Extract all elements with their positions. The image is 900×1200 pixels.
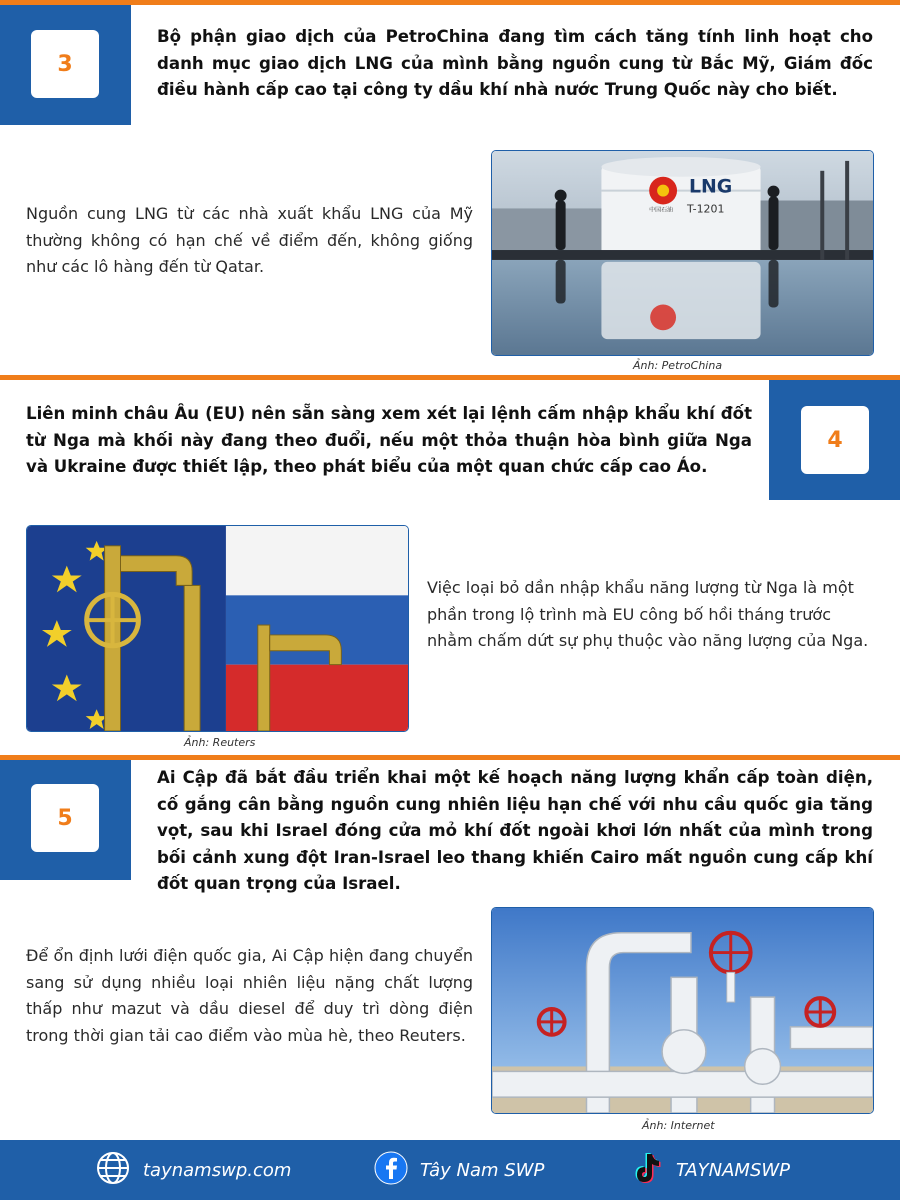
section-4-headline: Liên minh châu Âu (EU) nên sẵn sàng xem xét lại lệnh cấm nhập khẩu khí đốt từ Nga mà khối này đang theo đuổi, nếu một thỏa thuận hòa bình giữa Nga và Ukraine được thiết lập, theo phát biểu của một quan chức cấp cao Áo. xyxy=(26,404,752,476)
section-divider xyxy=(0,375,900,380)
section-3-number: 3 xyxy=(31,30,99,98)
footer-website[interactable] xyxy=(95,1140,291,1200)
footer-facebook[interactable] xyxy=(374,1140,544,1200)
section-5-body: Để ổn định lưới điện quốc gia, Ai Cập hiện đang chuyển sang sử dụng nhiều loại nhiên liệu nặng chất lượng thấp như mazut và dầu diesel để duy trì dòng điện trong thời gian tải cao điểm vào mùa hè, theo Reuters. xyxy=(26,946,473,1045)
section-4-number: 4 xyxy=(801,406,869,474)
photo-tank-logo-text: 中国石油 xyxy=(649,206,673,214)
section-3-photo-lng-tank xyxy=(491,150,874,356)
footer-tiktok[interactable] xyxy=(632,1140,790,1200)
section-3-headline: Bộ phận giao dịch của PetroChina đang tìm cách tăng tính linh hoạt cho danh mục giao dịch LNG của mình bằng nguồn cung từ Bắc Mỹ, Giám đốc điều hành cấp cao tại công ty dầu khí nhà nước Trung Quốc này cho biết. xyxy=(157,27,873,99)
photo-tank-id: T-1201 xyxy=(686,202,725,216)
section-4-body: Việc loại bỏ dần nhập khẩu năng lượng từ Nga là một phần trong lộ trình mà EU công bố hồi tháng trước nhằm chấm dứt sự phụ thuộc vào năng lượng của Nga. xyxy=(427,578,869,650)
section-3-body: Nguồn cung LNG từ các nhà xuất khẩu LNG của Mỹ thường không có hạn chế về điểm đến, không giống như các lô hàng đến từ Qatar. xyxy=(26,204,473,276)
globe-icon xyxy=(95,1150,131,1191)
section-4-photo-pipeline-flags xyxy=(26,525,409,732)
section-4-photo-caption: Ảnh: Reuters xyxy=(184,736,256,749)
tiktok-icon xyxy=(632,1151,664,1190)
footer-tiktok-label: TAYNAMSWP xyxy=(676,1159,791,1181)
photo-tank-label: LNG xyxy=(688,176,733,198)
section-5-number: 5 xyxy=(31,784,99,852)
facebook-icon xyxy=(374,1151,408,1190)
section-5-photo-gas-valves xyxy=(491,907,874,1114)
footer-bar xyxy=(0,1140,900,1200)
section-divider xyxy=(0,755,900,760)
section-3-photo-caption: Ảnh: PetroChina xyxy=(633,359,723,372)
section-5-photo-caption: Ảnh: Internet xyxy=(642,1119,715,1132)
footer-website-label: taynamswp.com xyxy=(143,1159,292,1181)
footer-facebook-label: Tây Nam SWP xyxy=(420,1159,545,1181)
section-5-headline: Ai Cập đã bắt đầu triển khai một kế hoạch năng lượng khẩn cấp toàn diện, cố gắng cân bằng nguồn cung nhiên liệu hạn chế với nhu cầu quốc gia tăng vọt, sau khi Israel đóng cửa mỏ khí đốt ngoài khơi lớn nhất của mình trong bối cảnh xung đột Iran-Israel leo thang khiến Cairo mất nguồn cung cấp khí đốt quan trọng của Israel. xyxy=(157,768,873,893)
section-divider-top xyxy=(0,0,900,5)
